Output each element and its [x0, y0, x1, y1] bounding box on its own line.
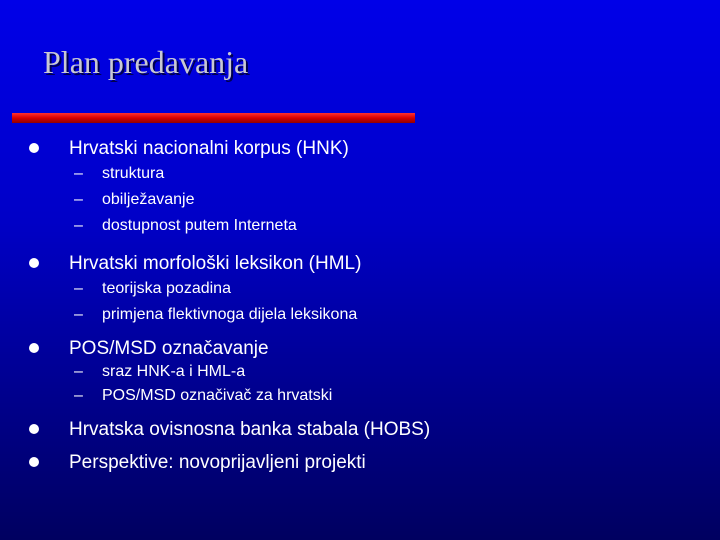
dash-icon: –: [74, 363, 83, 380]
bullet-item-hnk: Hrvatski nacionalni korpus (HNK): [69, 138, 349, 159]
bullet-dot-icon: [29, 258, 39, 268]
subitem-oznacivac: POS/MSD označivač za hrvatski: [102, 387, 333, 404]
subitem-teorijska-pozadina: teorijska pozadina: [102, 280, 231, 297]
subitem-obiljezavanje: obilježavanje: [102, 191, 195, 208]
dash-icon: –: [74, 191, 83, 208]
dash-icon: –: [74, 217, 83, 234]
subitem-primjena: primjena flektivnoga dijela leksikona: [102, 306, 358, 323]
bullet-item-perspektive: Perspektive: novoprijavljeni projekti: [69, 452, 366, 473]
dash-icon: –: [74, 165, 83, 182]
bullet-dot-icon: [29, 343, 39, 353]
dash-icon: –: [74, 387, 83, 404]
bullet-dot-icon: [29, 143, 39, 153]
bullet-item-hml: Hrvatski morfološki leksikon (HML): [69, 253, 362, 274]
bullet-item-hobs: Hrvatska ovisnosna banka stabala (HOBS): [69, 419, 431, 440]
title-underline-bar: [12, 113, 415, 123]
bullet-item-pos-msd: POS/MSD označavanje: [69, 338, 269, 359]
dash-icon: –: [74, 280, 83, 297]
bullet-dot-icon: [29, 457, 39, 467]
subitem-sraz: sraz HNK-a i HML-a: [102, 363, 246, 380]
subitem-dostupnost: dostupnost putem Interneta: [102, 217, 297, 234]
subitem-struktura: struktura: [102, 165, 165, 182]
slide-title: Plan predavanja: [43, 44, 249, 80]
dash-icon: –: [74, 306, 83, 323]
bullet-dot-icon: [29, 424, 39, 434]
